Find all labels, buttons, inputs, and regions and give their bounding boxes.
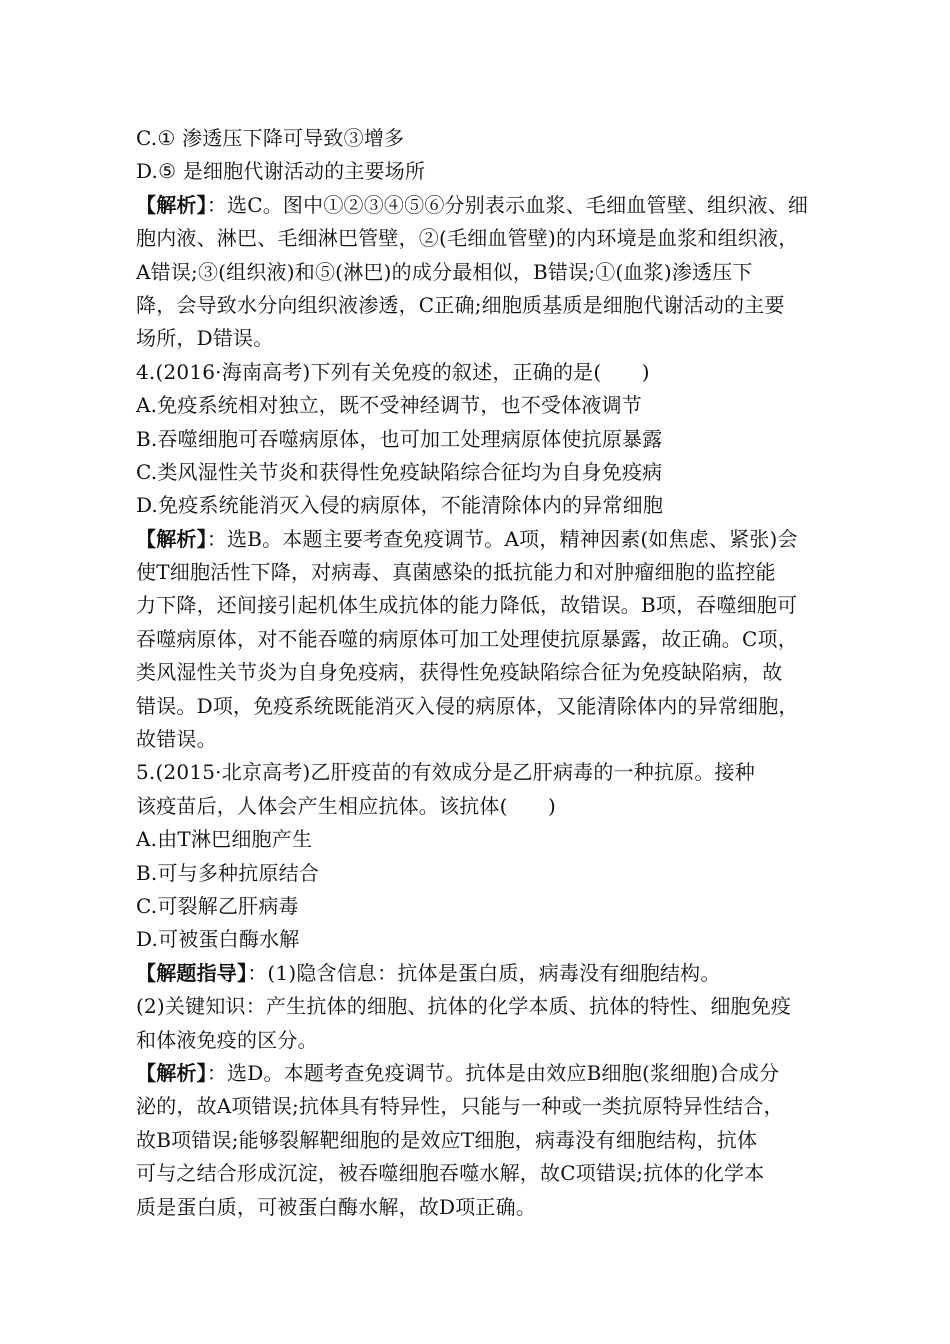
document-body [136, 122, 836, 1224]
line-text: 可与之结合形成沉淀，被吞噬细胞吞噬水解，故C项错误;抗体的化学本 [136, 1161, 765, 1186]
text-line [136, 122, 836, 155]
text-line [136, 1157, 836, 1190]
line-text: ：选D。本题考查免疫调节。抗体是由效应B细胞(浆细胞)合成分 [206, 1060, 780, 1085]
line-text: 4.(2016·海南高考)下列有关免疫的叙述，正确的是( ) [136, 359, 650, 384]
text-line [136, 723, 836, 756]
section-tag: 【解析】 [136, 192, 207, 217]
text-line [136, 556, 836, 589]
text-line [136, 990, 836, 1023]
text-line [136, 222, 836, 255]
section-tag: 【解题指导】 [136, 960, 248, 985]
text-line [136, 1124, 836, 1157]
text-line [136, 289, 836, 322]
text-line [136, 1057, 836, 1090]
line-text: 错误。D项，免疫系统既能消灭入侵的病原体，又能清除体内的异常细胞， [136, 693, 799, 718]
line-text: 故错误。 [136, 727, 217, 752]
line-text: 该疫苗后，人体会产生相应抗体。该抗体( ) [136, 793, 557, 818]
text-line [136, 456, 836, 489]
line-text: C.① 渗透压下降可导致③增多 [136, 126, 405, 150]
line-text: A.免疫系统相对独立，既不受神经调节，也不受体液调节 [136, 393, 643, 418]
line-text: 泌的，故A项错误;抗体具有特异性，只能与一种或一类抗原特异性结合， [136, 1094, 784, 1119]
line-text: (2)关键知识：产生抗体的细胞、抗体的化学本质、抗体的特性、细胞免疫 [136, 994, 792, 1019]
text-line [136, 857, 836, 890]
line-text: 使T细胞活性下降，对病毒、真菌感染的抵抗能力和对肿瘤细胞的监控能 [136, 560, 776, 585]
text-line [136, 890, 836, 923]
text-line [136, 690, 836, 723]
line-text: ：选C。图中①②③④⑤⑥分别表示血浆、毛细血管壁、组织液、细 [206, 192, 809, 217]
text-line [136, 489, 836, 522]
text-line [136, 1191, 836, 1224]
text-line [136, 923, 836, 956]
text-line [136, 1024, 836, 1057]
text-line [136, 189, 836, 222]
line-text: C.类风湿性关节炎和获得性免疫缺陷综合征均为自身免疫病 [136, 459, 663, 484]
text-line [136, 322, 836, 355]
section-tag: 【解析】 [136, 1060, 207, 1085]
line-text: 类风湿性关节炎为自身免疫病，获得性免疫缺陷综合征为免疫缺陷病，故 [136, 660, 783, 685]
text-line [136, 823, 836, 856]
text-line [136, 656, 836, 689]
line-text: D.可被蛋白酶水解 [136, 927, 300, 952]
line-text: B.吞噬细胞可吞噬病原体，也可加工处理病原体使抗原暴露 [136, 426, 663, 451]
line-text: B.可与多种抗原结合 [136, 860, 320, 885]
text-line [136, 356, 836, 389]
section-tag: 【解析】 [136, 526, 207, 551]
line-text: C.可裂解乙肝病毒 [136, 893, 299, 918]
line-text: 降，会导致水分向组织液渗透，C正确;细胞质基质是细胞代谢活动的主要 [136, 292, 785, 317]
line-text: 场所，D错误。 [136, 326, 274, 351]
line-text: 5.(2015·北京高考)乙肝疫苗的有效成分是乙肝病毒的一种抗原。接种 [136, 760, 755, 785]
line-text: D.免疫系统能消灭入侵的病原体，不能清除体内的异常细胞 [136, 493, 664, 518]
line-text: 和体液免疫的区分。 [136, 1027, 318, 1052]
text-line [136, 523, 836, 556]
line-text: 质是蛋白质，可被蛋白酶水解，故D项正确。 [136, 1194, 537, 1219]
text-line [136, 790, 836, 823]
text-line [136, 589, 836, 622]
text-line [136, 155, 836, 188]
line-text: 吞噬病原体，对不能吞噬的病原体可加工处理使抗原暴露，故正确。C项， [136, 626, 798, 651]
line-text: 故B项错误;能够裂解靶细胞的是效应T细胞，病毒没有细胞结构，抗体 [136, 1127, 758, 1152]
line-text: A.由T淋巴细胞产生 [136, 827, 313, 852]
text-line [136, 256, 836, 289]
line-text: ：选B。本题主要考查免疫调节。A项，精神因素(如焦虑、紧张)会 [206, 526, 798, 551]
text-line [136, 423, 836, 456]
line-text: 胞内液、淋巴、毛细淋巴管壁，②(毛细血管壁)的内环境是血浆和组织液， [136, 226, 799, 251]
text-line [136, 756, 836, 789]
line-text: D.⑤ 是细胞代谢活动的主要场所 [136, 159, 426, 184]
line-text: ：(1)隐含信息：抗体是蛋白质，病毒没有细胞结构。 [247, 960, 721, 985]
line-text: A错误;③(组织液)和⑤(淋巴)的成分最相似，B错误;①(血浆)渗透压下 [136, 259, 753, 284]
text-line [136, 389, 836, 422]
text-line [136, 957, 836, 990]
text-line [136, 1090, 836, 1123]
text-line [136, 623, 836, 656]
line-text: 力下降，还间接引起机体生成抗体的能力降低，故错误。B项，吞噬细胞可 [136, 593, 798, 618]
